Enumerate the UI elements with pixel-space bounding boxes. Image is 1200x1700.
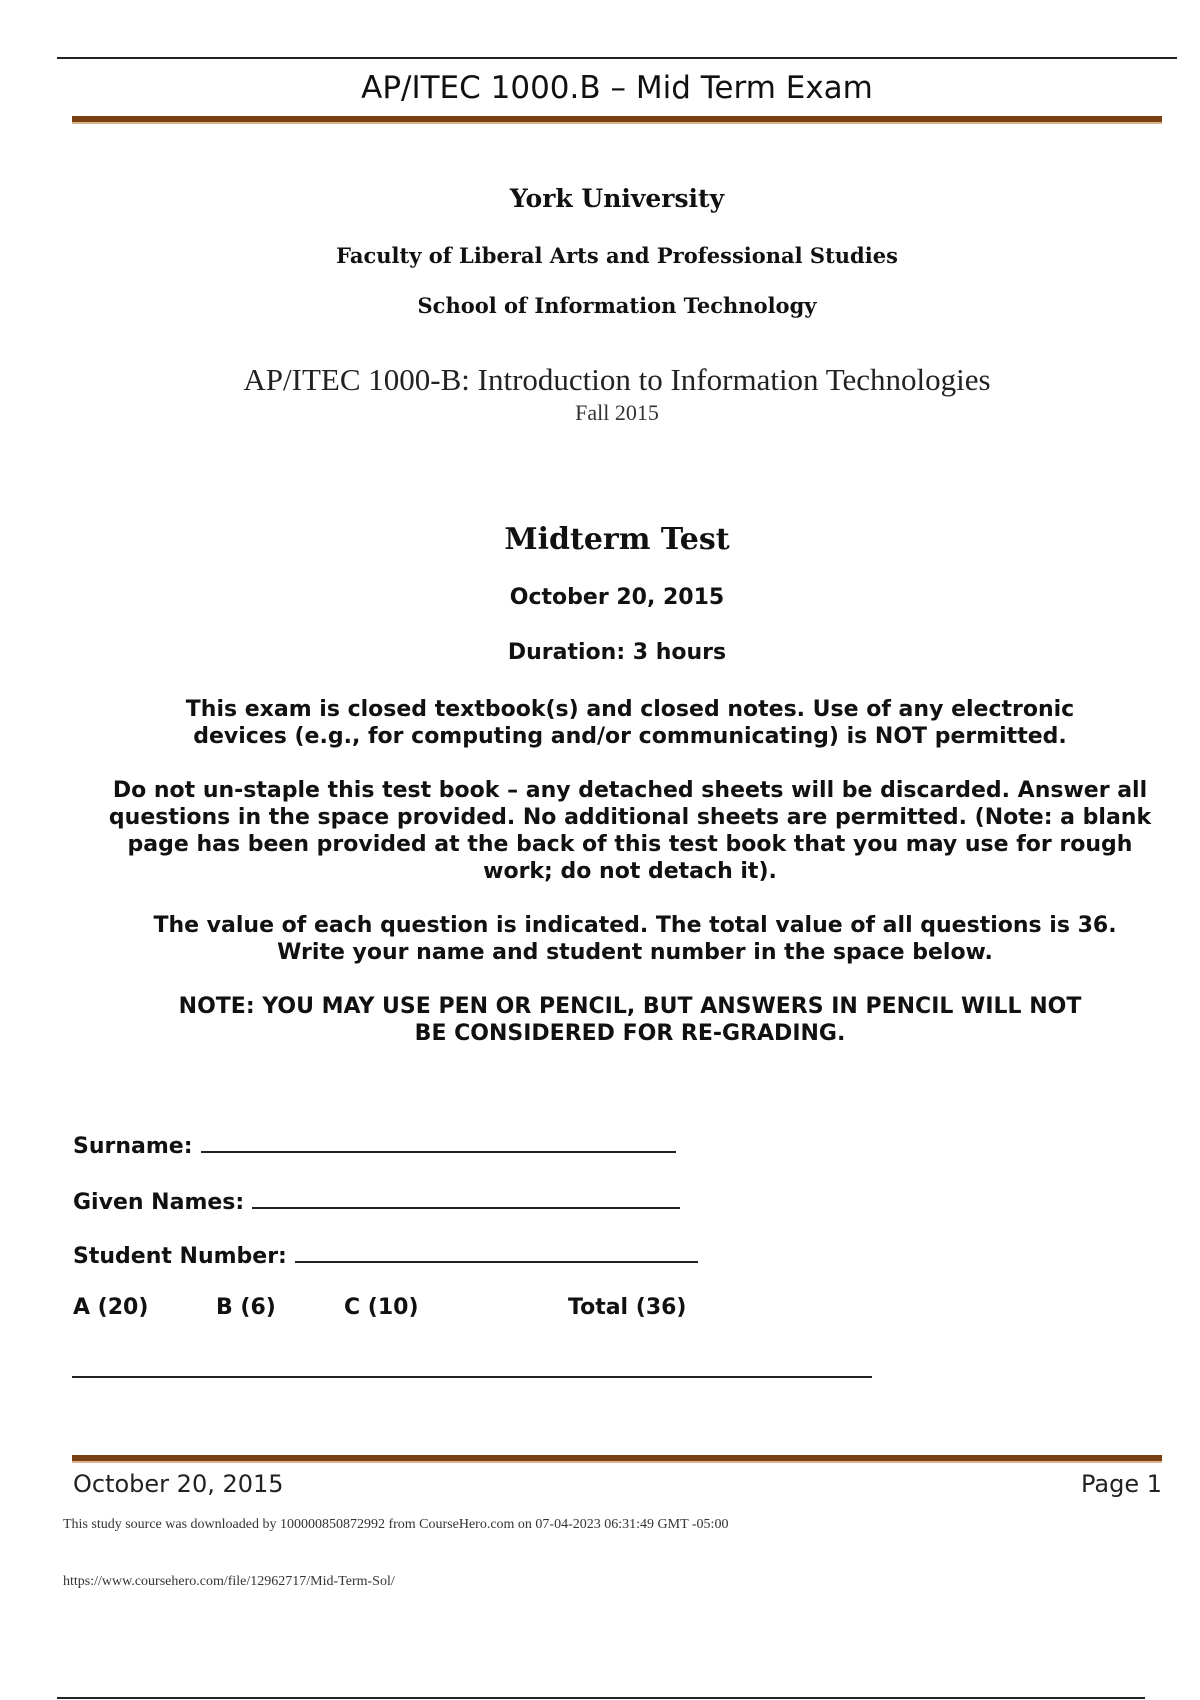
instruction-pencil-note: NOTE: YOU MAY USE PEN OR PENCIL, BUT ANSWERS IN PENCIL WILL NOT BE CONSIDERED FOR RE-GRADING. xyxy=(178,994,1082,1046)
given-names-field[interactable] xyxy=(73,1185,680,1215)
source-url[interactable]: https://www.coursehero.com/file/12962717/Mid-Term-Sol/ xyxy=(63,1574,395,1589)
download-notice: This study source was downloaded by 100000850872992 from CourseHero.com on 07-04-2023 06:31:49 GMT -05:00 xyxy=(63,1517,729,1532)
course-term: Fall 2015 xyxy=(575,400,659,425)
score-b: B (6) xyxy=(216,1295,276,1320)
instruction-electronics: This exam is closed textbook(s) and closed notes. Use of any electronic devices (e.g., for computing and/or communicating) is NOT permitted. xyxy=(185,697,1075,749)
footer-page-number: Page 1 xyxy=(1081,1470,1162,1498)
header-title: AP/ITEC 1000.B – Mid Term Exam xyxy=(361,70,873,106)
surname-field[interactable] xyxy=(73,1129,676,1159)
student-number-label: Student Number: xyxy=(73,1244,287,1269)
instruction-staple: Do not un-staple this test book – any detached sheets will be discarded. Answer all questions in the space provided. No additional sheets are permitted. (Note: a blank page has been provided at the back of this test book that you may use for rough work; do not detach it). xyxy=(108,778,1152,884)
faculty-name: Faculty of Liberal Arts and Professional Studies xyxy=(336,243,898,268)
university-name: York University xyxy=(509,184,725,213)
footer-date: October 20, 2015 xyxy=(73,1470,284,1498)
course-title: AP/ITEC 1000-B: Introduction to Information Technologies xyxy=(243,362,991,397)
surname-line[interactable] xyxy=(201,1129,676,1153)
score-a: A (20) xyxy=(73,1295,149,1320)
exam-date: October 20, 2015 xyxy=(509,585,725,610)
school-name: School of Information Technology xyxy=(417,293,817,318)
exam-title: Midterm Test xyxy=(504,522,730,557)
bottom-page-rule xyxy=(57,1697,1145,1699)
student-number-field[interactable] xyxy=(73,1239,698,1269)
surname-label: Surname: xyxy=(73,1134,193,1159)
student-number-line[interactable] xyxy=(295,1239,698,1263)
footer-divider xyxy=(72,1455,1162,1463)
exam-duration: Duration: 3 hours xyxy=(507,640,727,665)
given-names-line[interactable] xyxy=(252,1185,680,1209)
score-line xyxy=(72,1376,872,1378)
score-c: C (10) xyxy=(344,1295,419,1320)
header-divider xyxy=(72,116,1162,124)
score-total: Total (36) xyxy=(568,1295,687,1320)
given-names-label: Given Names: xyxy=(73,1190,245,1215)
instruction-value: The value of each question is indicated. The total value of all questions is 36. Write your name and student number in the space below. xyxy=(153,913,1117,965)
top-page-rule xyxy=(57,57,1177,59)
